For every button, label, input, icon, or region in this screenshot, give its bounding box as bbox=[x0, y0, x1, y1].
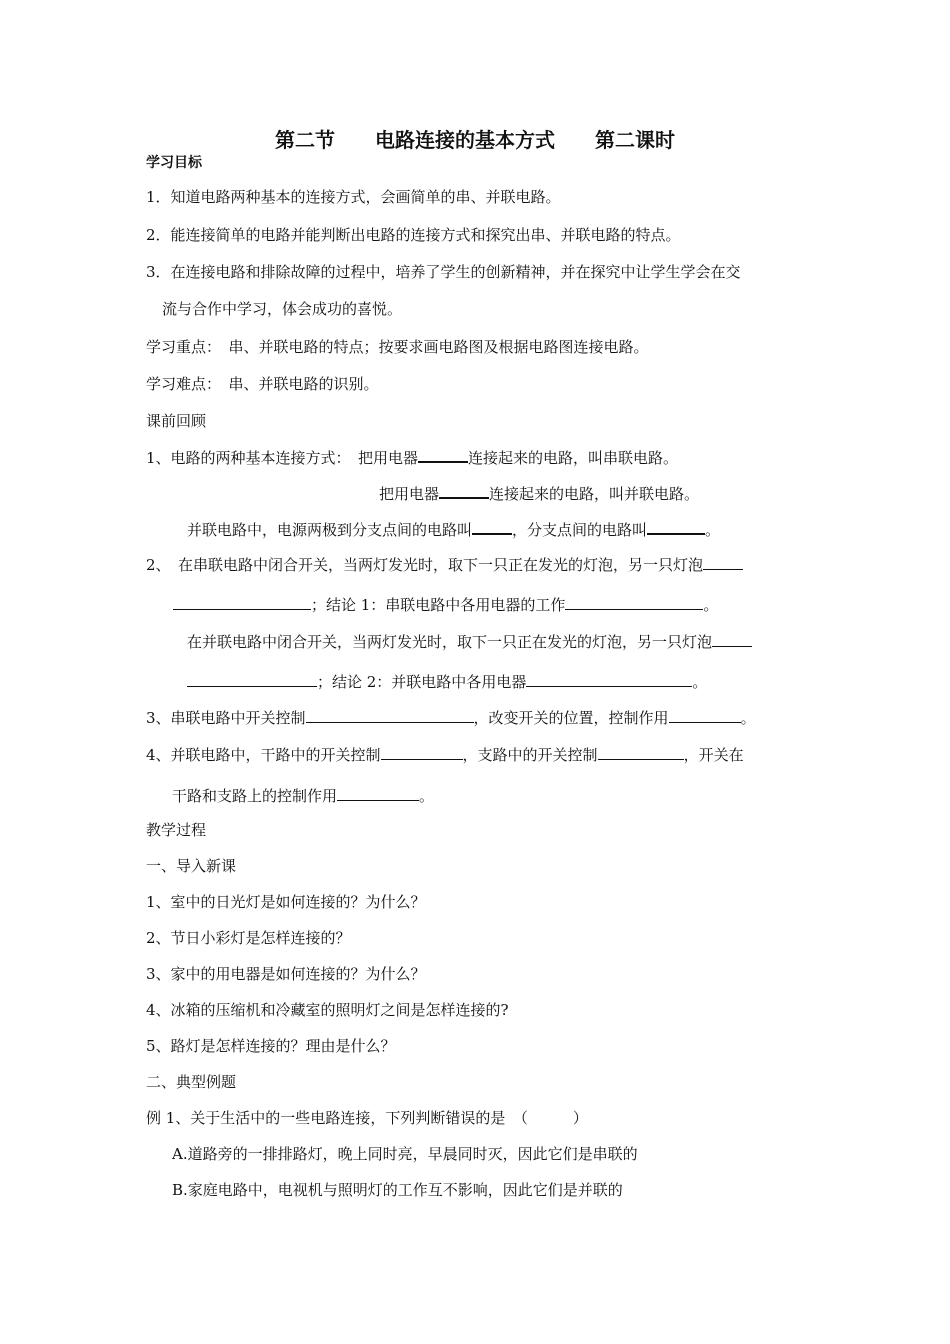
q1c-text-b: ，分支点间的电路叫 bbox=[512, 521, 648, 539]
q4-text-a: 4、并联电路中，干路中的开关控制 bbox=[146, 746, 381, 764]
intro-question: 4、冰箱的压缩机和冷藏室的照明灯之间是怎样连接的? bbox=[146, 1001, 509, 1019]
fill-blank[interactable] bbox=[187, 670, 317, 687]
section-heading: 一、导入新课 bbox=[146, 857, 237, 875]
q1b-suffix: 连接起来的电路，叫并联电路。 bbox=[489, 485, 700, 503]
fill-blank[interactable] bbox=[173, 593, 311, 610]
review-q2d bbox=[187, 670, 707, 692]
fill-blank[interactable] bbox=[439, 481, 489, 499]
intro-question: 2、节日小彩灯是怎样连接的？ bbox=[146, 929, 351, 947]
review-heading: 课前回顾 bbox=[146, 412, 207, 430]
q1c-text-a: 并联电路中，电源两极到分支点间的电路叫 bbox=[187, 521, 473, 539]
q1-prefix: 1、电路的两种基本连接方式： 把用电器 bbox=[146, 449, 419, 467]
review-q1b bbox=[379, 481, 699, 504]
q2-text-a: 2、 在串联电路中闭合开关，当两灯发光时，取下一只正在发光的灯泡，另一只灯泡 bbox=[146, 556, 704, 574]
q4-text-e: 。 bbox=[419, 787, 435, 805]
intro-question: 5、路灯是怎样连接的？理由是什么？ bbox=[146, 1037, 396, 1055]
objective-item: 2．能连接简单的电路并能判断出电路的连接方式和探究出串、并联电路的特点。 bbox=[146, 226, 681, 244]
review-q1c bbox=[187, 517, 720, 540]
fill-blank[interactable] bbox=[598, 743, 684, 760]
fill-blank[interactable] bbox=[418, 445, 468, 463]
fill-blank[interactable] bbox=[647, 517, 705, 535]
fill-blank[interactable] bbox=[565, 593, 703, 610]
fill-blank[interactable] bbox=[337, 784, 419, 801]
review-q4b bbox=[172, 784, 434, 806]
review-q2 bbox=[146, 553, 743, 575]
q2b-end: 。 bbox=[703, 596, 719, 614]
fill-blank[interactable] bbox=[712, 630, 752, 647]
review-q2b bbox=[173, 593, 718, 615]
fill-blank[interactable] bbox=[472, 517, 512, 535]
fill-blank[interactable] bbox=[669, 706, 741, 723]
option-b: B.家庭电路中，电视机与照明灯的工作互不影响，因此它们是并联的 bbox=[172, 1181, 623, 1199]
fill-blank[interactable] bbox=[526, 670, 692, 687]
q1-suffix: 连接起来的电路，叫串联电路。 bbox=[468, 449, 679, 467]
q3-text-c: 。 bbox=[740, 709, 756, 727]
intro-question: 1、室中的日光灯是如何连接的？为什么？ bbox=[146, 893, 426, 911]
review-q1 bbox=[146, 445, 678, 468]
q1c-text-c: 。 bbox=[705, 521, 721, 539]
q2b-text: ；结论 1：串联电路中各用电器的工作 bbox=[311, 596, 566, 614]
q2d-text: ；结论 2：并联电路中各用电器 bbox=[317, 673, 527, 691]
q4-text-b: ，支路中的开关控制 bbox=[462, 746, 598, 764]
review-q2c bbox=[187, 630, 752, 652]
q3-text-a: 3、串联电路中开关控制 bbox=[146, 709, 306, 727]
page-title: 第二节 电路连接的基本方式 第二课时 bbox=[275, 128, 675, 152]
key-points: 学习重点： 串、并联电路的特点；按要求画电路图及根据电路图连接电路。 bbox=[146, 338, 649, 356]
objective-item: 流与合作中学习，体会成功的喜悦。 bbox=[162, 300, 403, 318]
q2c-text: 在并联电路中闭合开关，当两灯发光时，取下一只正在发光的灯泡，另一只灯泡 bbox=[187, 633, 713, 651]
review-q4 bbox=[146, 743, 744, 765]
q3-text-b: ，改变开关的位置，控制作用 bbox=[473, 709, 669, 727]
fill-blank[interactable] bbox=[381, 743, 463, 760]
process-heading: 教学过程 bbox=[146, 821, 207, 839]
q1b-prefix: 把用电器 bbox=[379, 485, 440, 503]
fill-blank[interactable] bbox=[703, 553, 743, 570]
option-a: A.道路旁的一排排路灯，晚上同时亮，早晨同时灭，因此它们是串联的 bbox=[172, 1145, 638, 1163]
example-question: 例 1、关于生活中的一些电路连接，下列判断错误的是 （ ） bbox=[146, 1109, 588, 1127]
difficulties: 学习难点： 串、并联电路的识别。 bbox=[146, 375, 379, 393]
q4-text-d: 干路和支路上的控制作用 bbox=[172, 787, 338, 805]
review-q3 bbox=[146, 706, 756, 728]
q2d-end: 。 bbox=[692, 673, 708, 691]
fill-blank[interactable] bbox=[306, 706, 474, 723]
objective-item: 3．在连接电路和排除故障的过程中，培养了学生的创新精神，并在探究中让学生学会在交 bbox=[146, 263, 741, 281]
q4-text-c: ，开关在 bbox=[683, 746, 744, 764]
objective-item: 1．知道电路两种基本的连接方式，会画简单的串、并联电路。 bbox=[146, 188, 561, 206]
section-heading: 二、典型例题 bbox=[146, 1073, 237, 1091]
intro-question: 3、家中的用电器是如何连接的？为什么？ bbox=[146, 965, 426, 983]
objectives-heading: 学习目标 bbox=[146, 155, 202, 171]
